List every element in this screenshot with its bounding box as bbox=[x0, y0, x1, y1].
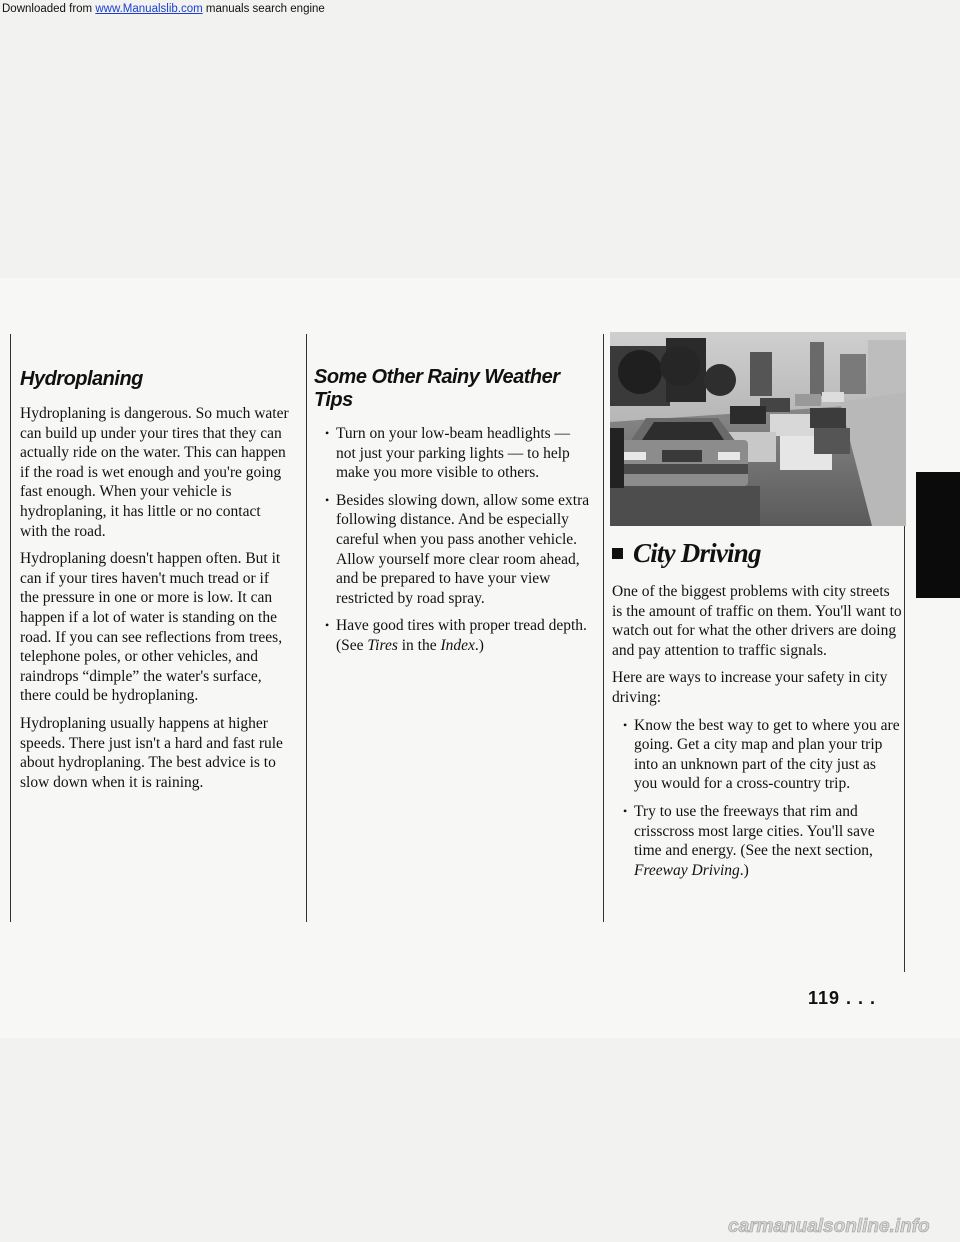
watermark-text: carmanualsonline.info bbox=[728, 1216, 930, 1237]
hydroplaning-paragraph-2: Hydroplaning doesn't happen often. But it can if your tires haven't much tread or if the pressure in one or more is low. It can happen if a lot of water is standing on the road. If you can see reflections from trees, telephone poles, or other vehicles, and raindrops “dimple” the water's surface, there could be hydroplaning. bbox=[20, 550, 283, 705]
city-driving-paragraph-2: Here are ways to increase your safety in city driving: bbox=[612, 669, 888, 706]
hydroplaning-heading: Hydroplaning bbox=[20, 368, 143, 390]
column-divider-2 bbox=[603, 334, 604, 922]
city-tip-item bbox=[612, 802, 902, 880]
city-traffic-photo bbox=[610, 332, 906, 526]
manual-page bbox=[0, 278, 960, 1038]
column-divider-1 bbox=[306, 334, 307, 922]
carmanualsonline-watermark bbox=[726, 1208, 956, 1240]
tip-text: Have good tires with proper tread depth. (See bbox=[336, 617, 587, 654]
city-driving-title: City Driving bbox=[633, 538, 761, 568]
city-driving-paragraph-1: One of the biggest problems with city streets is the amount of traffic on them. You'll want to watch out for what the other drivers are doing and pay attention to traffic signals. bbox=[612, 583, 902, 659]
chapter-tab-marker bbox=[916, 472, 960, 598]
download-banner bbox=[0, 0, 960, 18]
rainy-weather-tips-section bbox=[314, 366, 590, 664]
freeway-driving-reference: Freeway Driving bbox=[634, 861, 740, 879]
page-number: 119 . . . bbox=[808, 988, 877, 1008]
traffic-illustration bbox=[610, 332, 906, 526]
index-reference: Index bbox=[440, 636, 475, 654]
rainy-tips-list bbox=[314, 424, 590, 656]
tires-reference: Tires bbox=[367, 636, 398, 654]
tip-text: Try to use the freeways that rim and crisscross most large cities. You'll save time and energy. (See the next section, bbox=[634, 802, 875, 860]
hydroplaning-section bbox=[20, 368, 290, 800]
rainy-tip-item: • Turn on your low-beam headlights — not just your parking lights — to help make you more visible to others. bbox=[314, 424, 590, 483]
tip-text: .) bbox=[474, 636, 484, 654]
banner-prefix: Downloaded from bbox=[2, 3, 96, 15]
tip-text: in the bbox=[397, 636, 441, 654]
hydroplaning-paragraph-3: Hydroplaning usually happens at higher speeds. There just isn't a hard and fast rule about hydroplaning. The best advice is to slow down when it is raining. bbox=[20, 714, 283, 791]
section-square-icon bbox=[612, 548, 623, 559]
city-driving-list bbox=[612, 716, 902, 881]
rainy-tips-heading: Some Other Rainy Weather Tips bbox=[314, 366, 560, 411]
manualslib-link[interactable]: www.Manualslib.com bbox=[95, 3, 203, 15]
rainy-tip-item bbox=[314, 616, 590, 655]
city-driving-heading bbox=[612, 538, 902, 569]
left-margin-rule bbox=[10, 334, 11, 922]
banner-suffix: manuals search engine bbox=[202, 3, 325, 15]
hydroplaning-paragraph-1: Hydroplaning is dangerous. So much water can build up under your tires that they can actually ride on the water. This can happen if the road is wet enough and you're going fast enough. When your vehicle is hydroplaning, it has little or no contact with the road. bbox=[20, 405, 289, 540]
city-driving-section bbox=[612, 538, 902, 888]
city-tip-item: • Know the best way to get to where you are going. Get a city map and plan your trip into an unknown part of the city just as you would for a cross-country trip. bbox=[612, 716, 902, 794]
rainy-tip-item: • Besides slowing down, allow some extra following distance. And be especially careful when you pass another vehicle. Allow yourself more clear room ahead, and be prepared to have your view restricted by road spray. bbox=[314, 491, 590, 609]
tip-text: .) bbox=[739, 861, 749, 879]
